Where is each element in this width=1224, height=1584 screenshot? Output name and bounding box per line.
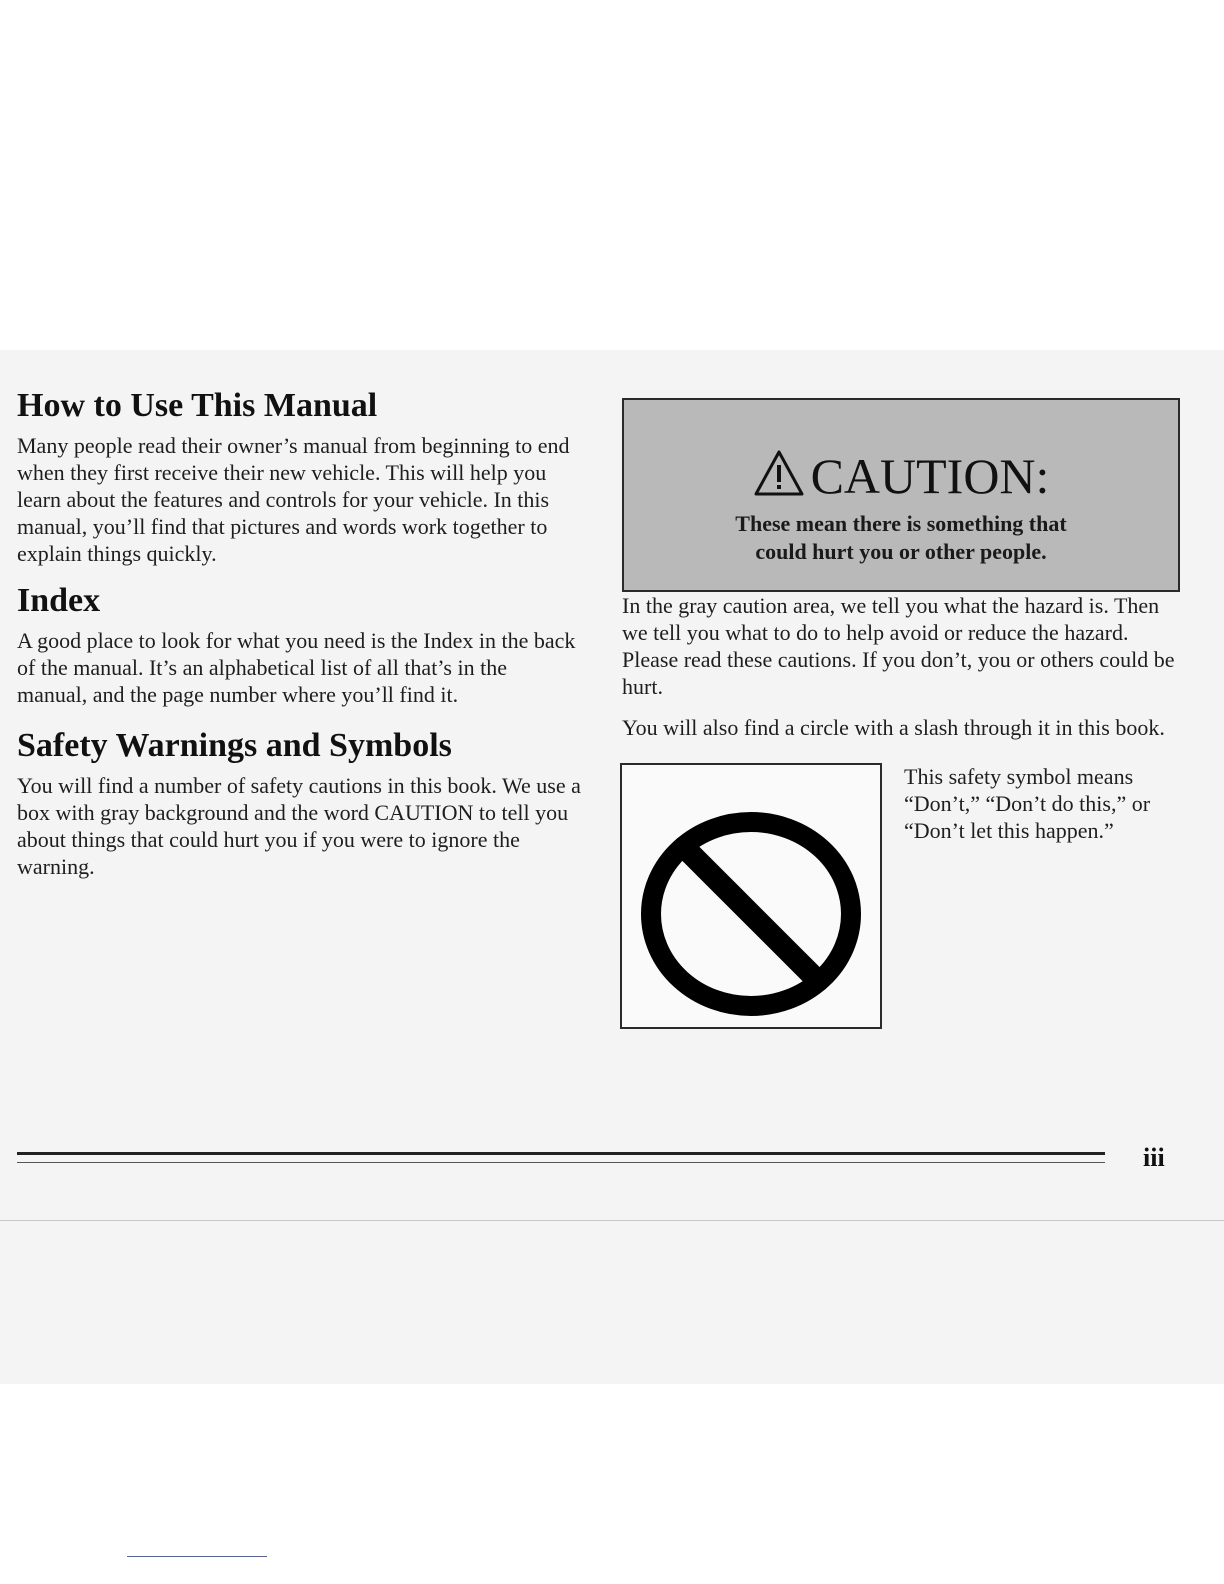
caution-body-line2: could hurt you or other people. [755,539,1047,564]
caution-heading-row [624,448,1178,508]
link-underline [127,1556,267,1557]
how-to-use-text: Many people read their owner’s manual from beginning to end when they first receive their new vehicle. This will help you learn about the features and controls for your vehicle. In this manual, you’ll find that pictures and words work together to explain things quickly. [17,433,570,566]
footer-rule-thin [17,1162,1105,1163]
prohibition-icon [636,809,866,1019]
circle-slash-intro-text: You will also find a circle with a slash through it in this book. [622,715,1165,740]
safety-text: You will find a number of safety cautions in this book. We use a box with gray background and the word CAUTION to tell you about things that could hurt you if you were to ignore the warning. [17,773,581,879]
symbol-caption: This safety symbol means “Don’t,” “Don’t do this,” or “Don’t let this happen.” [904,764,1151,843]
caution-body [624,510,1178,566]
safety-heading: Safety Warnings and Symbols [17,727,452,764]
left-column [17,386,582,880]
caution-box [622,398,1180,592]
caution-heading: CAUTION: [810,448,1050,504]
page-number: iii [1143,1143,1165,1172]
symbol-row [622,763,1182,1033]
right-column [622,398,1182,1033]
caution-explanation-text: In the gray caution area, we tell you what the hazard is. Then we tell you what to do to help avoid or reduce the hazard. Please read these cautions. If you don’t, you or others could be hurt. [622,593,1175,699]
symbol-box [620,763,882,1029]
how-to-use-heading: How to Use This Manual [17,387,378,424]
footer-rule [17,1152,1105,1155]
warning-triangle-icon [753,449,805,508]
index-text: A good place to look for what you need is the Index in the back of the manual. It’s an alphabetical list of all that’s in the manual, and the page number where you’ll find it. [17,628,576,707]
scan-edge-divider [0,1220,1224,1221]
index-heading: Index [17,582,101,619]
caution-body-line1: These mean there is something that [735,511,1067,536]
